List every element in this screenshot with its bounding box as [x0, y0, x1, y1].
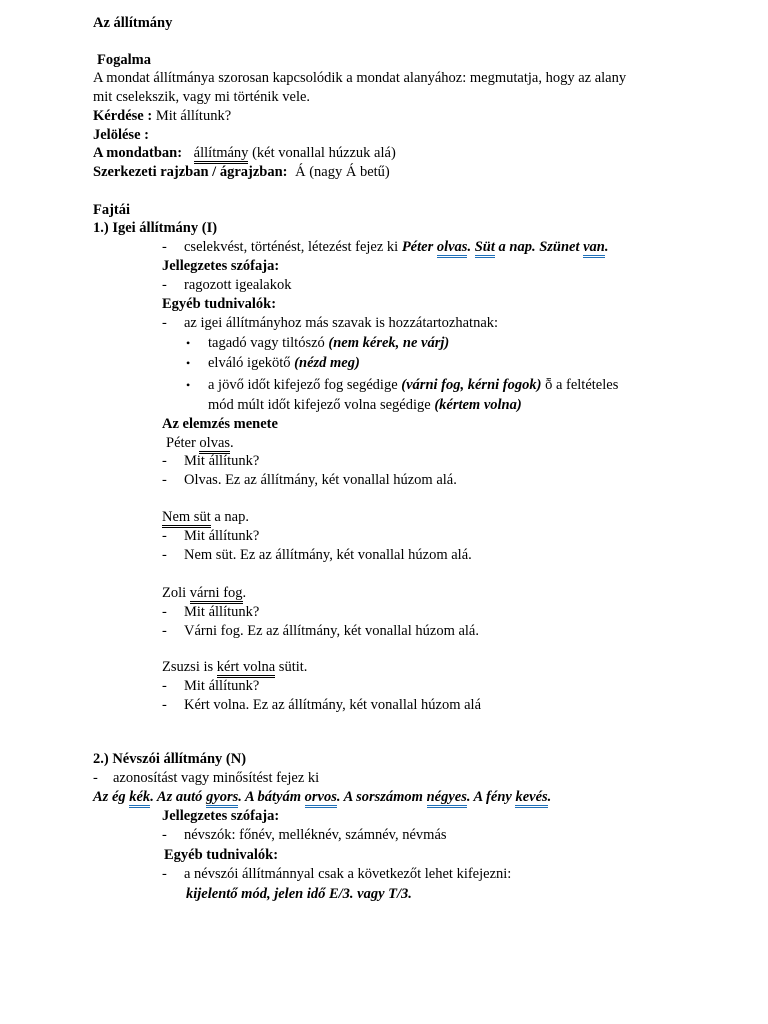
bullet-3-example-2: (kértem volna)	[434, 397, 522, 413]
igei-desc: cselekvést, történést, létezést fejez ki	[184, 239, 399, 255]
fogalma-text-line-1: A mondat állítmánya szorosan kapcsolódik a mondat alanyához: megmutatja, hogy az alany	[93, 70, 627, 86]
dash: -	[162, 315, 167, 331]
bullet-item-1	[186, 334, 449, 352]
kerdese-value: Mit állítunk?	[155, 108, 232, 124]
igei-ex2-c: van	[583, 239, 605, 258]
bullet-3-text-2: a feltételes	[555, 377, 619, 393]
nevszoi-e1-word: kék	[129, 789, 150, 808]
szerkezeti-line	[93, 163, 390, 181]
nevszoi-e6: .	[547, 789, 552, 805]
kerdese-label: Kérdése :	[93, 108, 153, 124]
bullet-1-text: tagadó vagy tiltószó	[208, 335, 325, 351]
nevszoi-szofaja-heading: Jellegzetes szófaja:	[162, 808, 280, 824]
elemzes-ex4-pred: kért volna	[217, 659, 275, 678]
bullet-icon: •	[186, 378, 191, 392]
elemzes-ex3-q	[162, 603, 259, 621]
bullet-2-example: (nézd meg)	[294, 355, 360, 371]
elemzes-ex1-answer	[162, 471, 457, 489]
elemzes-ex4	[162, 658, 307, 676]
igei-ex1-a: Péter	[401, 239, 434, 255]
igei-egyeb: az igei állítmányhoz más szavak is hozzátartozhatnak:	[184, 315, 499, 331]
nevszoi-e3-word: orvos	[305, 789, 337, 808]
dash: -	[162, 678, 167, 694]
igei-egyeb-heading: Egyéb tudnivalók:	[162, 296, 277, 312]
bullet-2-text: elváló igekötő	[208, 355, 291, 371]
elemzes-ex1-q	[162, 452, 259, 470]
dash: -	[162, 277, 167, 293]
nevszoi-e5: . A fény	[466, 789, 512, 805]
bullet-item-3	[186, 376, 618, 394]
dash: -	[162, 453, 167, 469]
nevszoi-desc-line	[93, 769, 319, 787]
nevszoi-examples	[93, 788, 551, 806]
answer: Nem süt. Ez az állítmány, két vonallal húzom alá.	[184, 547, 472, 563]
dash: -	[162, 697, 167, 713]
answer: Olvas. Ez az állítmány, két vonallal húzom alá.	[184, 472, 457, 488]
igei-szofaja-line	[162, 276, 292, 294]
igei-heading: 1.) Igei állítmány (I)	[93, 220, 218, 236]
mondatban-label: A mondatban:	[93, 145, 183, 161]
dash: -	[162, 472, 167, 488]
elemzes-ex2-post: a nap.	[214, 509, 249, 525]
dash: -	[162, 623, 167, 639]
jelolese-label: Jelölése :	[93, 127, 149, 143]
igei-ex2-b: a nap. Szünet	[498, 239, 580, 255]
nevszoi-heading: 2.) Névszói állítmány (N)	[93, 751, 247, 767]
mondatban-rest: (két vonallal húzzuk alá)	[252, 145, 396, 161]
dash: -	[162, 827, 167, 843]
elemzes-ex2-pred: Nem süt	[162, 509, 211, 528]
elemzes-ex2	[162, 508, 249, 526]
mondatban-word: állítmány	[194, 145, 249, 164]
nevszoi-e4-word: négyes	[427, 789, 467, 808]
dash: -	[162, 239, 167, 255]
elemzes-ex2-q	[162, 527, 259, 545]
dash: -	[162, 528, 167, 544]
fogalma-heading: Fogalma	[97, 52, 151, 68]
elemzes-ex4-pre: Zsuzsi is	[162, 659, 214, 675]
igei-desc-line: - cselekvést, történést, létezést fejez ki Péter olvas. Süt a nap. Szünet van.	[162, 238, 609, 256]
dash: -	[162, 604, 167, 620]
answer: Kért volna. Ez az állítmány, két vonallal húzom alá	[184, 697, 482, 713]
dash: -	[162, 866, 167, 882]
fogalma-text-line-2: mit cselekszik, vagy mi történik vele.	[93, 89, 311, 105]
elemzes-ex1-post: .	[230, 435, 234, 451]
bullet-item-3-continued	[208, 396, 522, 414]
fajtai-heading: Fajtái	[93, 202, 131, 218]
nevszoi-egyeb: a névszói állítmánnyal csak a következőt lehet kifejezni:	[184, 866, 512, 882]
igei-szofaja: ragozott igealakok	[184, 277, 292, 293]
dash: -	[93, 770, 98, 786]
question: Mit állítunk?	[184, 604, 260, 620]
nevszoi-egyeb-2: kijelentő mód, jelen idő E/3. vagy T/3.	[186, 886, 412, 902]
bullet-3-symbol: ȭ	[545, 377, 553, 393]
nevszoi-szofaja-line	[162, 826, 447, 844]
nevszoi-e1: Az ég	[93, 789, 126, 805]
bullet-icon: •	[186, 336, 191, 350]
nevszoi-egyeb-line	[162, 865, 511, 883]
question: Mit állítunk?	[184, 528, 260, 544]
bullet-icon: •	[186, 356, 191, 370]
igei-egyeb-line	[162, 314, 498, 332]
igei-ex2-a: Süt	[475, 239, 495, 258]
mondatban-line	[93, 144, 396, 162]
nevszoi-e2: . Az autó	[150, 789, 203, 805]
page-title: Az állítmány	[93, 15, 173, 31]
kerdese-line	[93, 107, 231, 125]
elemzes-ex3-pre: Zoli	[162, 585, 187, 601]
answer: Várni fog. Ez az állítmány, két vonallal húzom alá.	[184, 623, 479, 639]
elemzes-ex1-pre: Péter	[166, 435, 196, 451]
nevszoi-egyeb-heading: Egyéb tudnivalók:	[164, 847, 279, 863]
szerkezeti-value: Á (nagy Á betű)	[295, 164, 390, 180]
dash: -	[162, 547, 167, 563]
question: Mit állítunk?	[184, 678, 260, 694]
elemzes-ex3-answer	[162, 622, 479, 640]
elemzes-ex3	[162, 584, 246, 602]
elemzes-ex4-post: sütit.	[278, 659, 308, 675]
elemzes-heading: Az elemzés menete	[162, 416, 278, 432]
elemzes-ex2-answer	[162, 546, 472, 564]
bullet-1-example: (nem kérek, ne várj)	[328, 335, 450, 351]
elemzes-ex4-q	[162, 677, 259, 695]
bullet-3-text-3: mód múlt időt kifejező volna segédige	[208, 397, 431, 413]
question: Mit állítunk?	[184, 453, 260, 469]
szerkezeti-label: Szerkezeti rajzban / ágrajzban:	[93, 164, 288, 180]
nevszoi-e5-word: kevés	[515, 789, 547, 808]
nevszoi-e4: . A sorszámom	[336, 789, 423, 805]
nevszoi-desc: azonosítást vagy minősítést fejez ki	[113, 770, 320, 786]
nevszoi-e3: . A bátyám	[238, 789, 301, 805]
igei-ex1-b: olvas	[437, 239, 468, 258]
nevszoi-e2-word: gyors	[206, 789, 238, 808]
bullet-item-2	[186, 354, 360, 372]
elemzes-ex3-post: .	[242, 585, 247, 601]
igei-szofaja-heading: Jellegzetes szófaja:	[162, 258, 280, 274]
elemzes-ex3-pred: várni fog	[190, 585, 243, 604]
bullet-3-text-1: a jövő időt kifejező fog segédige	[208, 377, 398, 393]
elemzes-ex1-pred: olvas	[199, 435, 230, 454]
nevszoi-szofaja: névszók: főnév, melléknév, számnév, névmás	[184, 827, 447, 843]
elemzes-ex1	[166, 434, 234, 452]
bullet-3-example-1: (várni fog, kérni fogok)	[401, 377, 542, 393]
elemzes-ex4-answer	[162, 696, 481, 714]
